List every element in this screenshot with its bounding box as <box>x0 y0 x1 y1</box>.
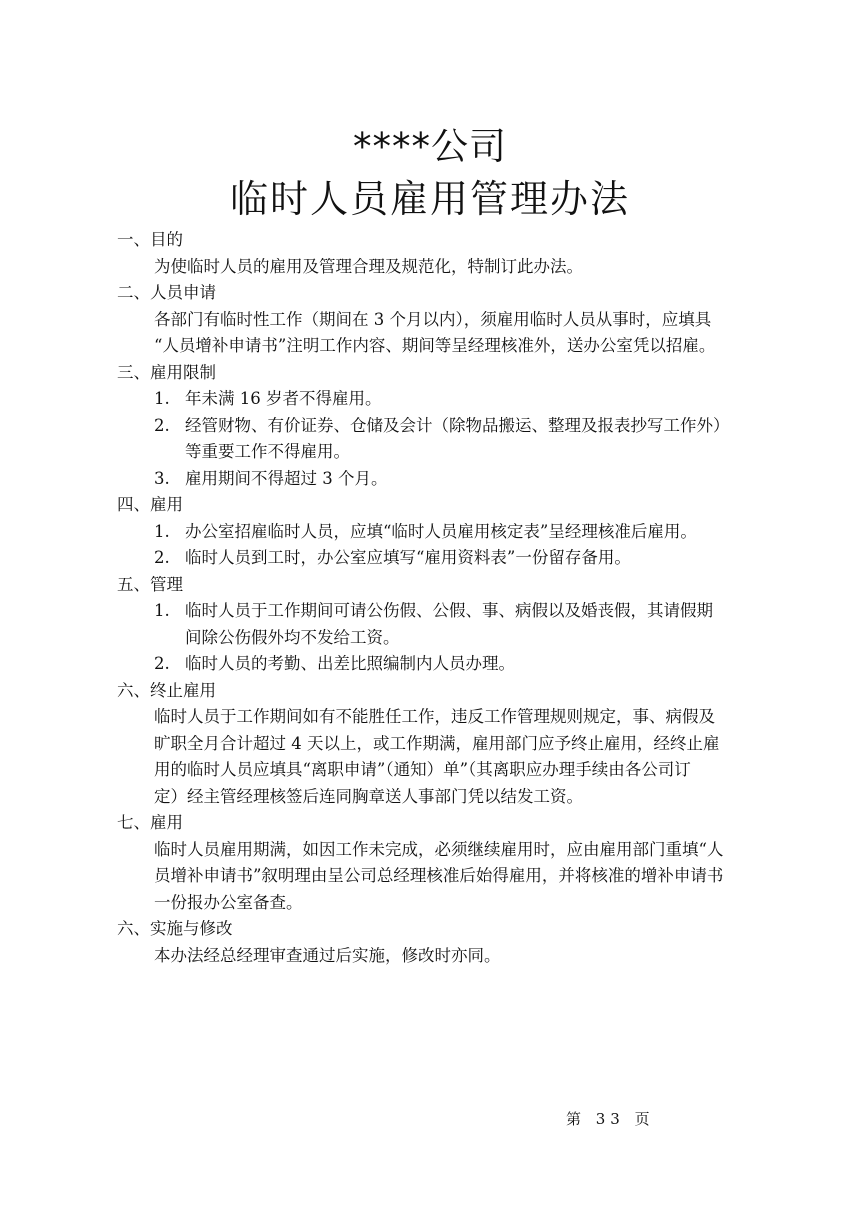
list-number: 3. <box>154 468 170 488</box>
paragraph-line: 临时人员于工作期间如有不能胜任工作，违反工作管理规则规定，事、病假及 <box>154 707 715 726</box>
paragraph-line: 旷职全月合计超过 4 天以上，或工作期满，雇用部门应予终止雇用，经终止雇 <box>154 733 720 753</box>
list-item-text: 临时人员到工时，办公室应填写“雇用资料表”一份留存备用。 <box>185 548 631 567</box>
paragraph-line: 为使临时人员的雇用及管理合理及规范化，特制订此办法。 <box>154 256 583 276</box>
document-body <box>0 227 860 969</box>
list-item-text: 临时人员于工作期间可请公伤假、公假、事、病假以及婚丧假，其请假期 <box>185 601 713 620</box>
section-heading-purpose: 一、目的 <box>117 230 183 249</box>
list-item-text: 雇用期间不得超过 3 个月。 <box>185 468 388 488</box>
paragraph-line: 一份报办公室备查。 <box>154 892 303 912</box>
list-item <box>0 413 860 440</box>
section-heading-implementation: 六、实施与修改 <box>117 919 233 938</box>
list-item-continuation: 等重要工作不得雇用。 <box>185 442 350 461</box>
list-number: 2. <box>154 415 170 435</box>
paragraph-line: 定）经主管经理核签后连同胸章送人事部门凭以结发工资。 <box>154 786 583 806</box>
list-item <box>0 651 860 678</box>
list-number: 1. <box>154 389 170 408</box>
list-number: 1. <box>154 521 170 541</box>
list-item-continuation: 间除公伤假外均不发给工资。 <box>185 627 400 647</box>
section-heading-termination: 六、终止雇用 <box>117 680 216 700</box>
section-heading-employment: 四、雇用 <box>117 495 183 514</box>
list-item <box>0 519 860 546</box>
list-item-text: 经管财物、有价证券、仓储及会计（除物品搬运、整理及报表抄写工作外） <box>185 415 730 435</box>
list-item <box>0 598 860 625</box>
list-number: 2. <box>154 548 170 567</box>
paragraph-line: 员增补申请书”叙明理由呈公司总经理核准后始得雇用，并将核准的增补申请书 <box>154 866 724 885</box>
section-heading-management: 五、管理 <box>117 574 183 594</box>
paragraph-line: 本办法经总经理审查通过后实施，修改时亦同。 <box>154 945 501 965</box>
document-title: 临时人员雇用管理办法 <box>229 177 630 221</box>
list-item-text: 办公室招雇临时人员，应填“临时人员雇用核定表”呈经理核准后雇用。 <box>185 521 697 541</box>
paragraph-line: 临时人员雇用期满，如因工作未完成，必须继续雇用时，应由雇用部门重填“人 <box>154 839 724 859</box>
paragraph-line: 用的临时人员应填具“离职申请”（通知）单”（其离职应办理手续由各公司订 <box>154 760 691 779</box>
document-title-company: ****公司 <box>353 125 507 168</box>
list-number: 2. <box>154 654 170 673</box>
paragraph-line: “人员增补申请书”注明工作内容、期间等呈经理核准外，送办公室凭以招雇。 <box>154 336 716 355</box>
list-item-text: 临时人员的考勤、出差比照编制内人员办理。 <box>185 654 515 673</box>
paragraph-line: 各部门有临时性工作（期间在 3 个月以内），须雇用临时人员从事时，应填具 <box>154 309 712 329</box>
list-item <box>0 466 860 493</box>
section-heading-restrictions: 三、雇用限制 <box>117 362 216 382</box>
list-item-text: 年未满 16 岁者不得雇用。 <box>185 389 382 408</box>
list-item <box>0 386 860 413</box>
page-number: 第 33 页 <box>566 1110 655 1128</box>
section-heading-reemployment: 七、雇用 <box>117 813 183 832</box>
list-number: 1. <box>154 601 170 620</box>
list-item <box>0 545 860 572</box>
section-heading-application: 二、人员申请 <box>117 283 216 302</box>
